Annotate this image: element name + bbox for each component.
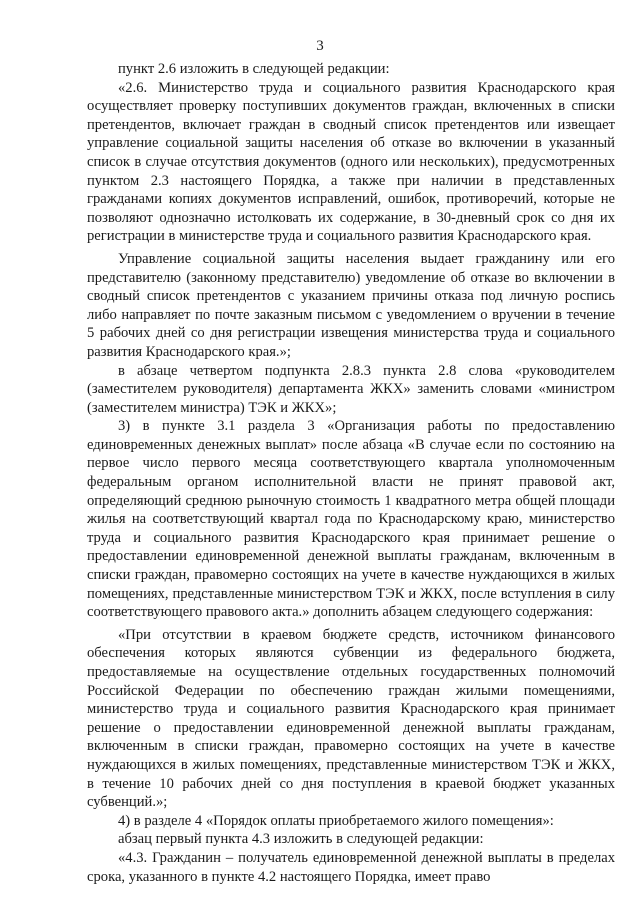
paragraph: абзац первый пункта 4.3 изложить в следующей редакции: (118, 831, 484, 848)
paragraph: Управление социальной защиты населения выдает гражданину или его представителю (законному представителю) уведомление об отказе во включении в сводный список претендентов с указанием причины отказа под личную роспись либо направляет по почте заказным письмом с уведомлением о вручении в течение 5 рабочих дней со дня регистрации извещения министерства труда и социального развития Краснодарского края.»; (87, 250, 615, 360)
paragraph: «4.3. Гражданин – получатель единовременной денежной выплаты в пределах срока, указанного в пункте 4.2 настоящего Порядка, имеет право (87, 849, 615, 885)
page-number: 3 (316, 38, 324, 54)
paragraph: в абзаце четвертом подпункта 2.8.3 пункта 2.8 слова «руководителем (заместителем руководителя) департамента ЖКХ» заменить словами «министром (заместителем министра) ТЭК и ЖКХ»; (87, 362, 615, 416)
document-body (87, 60, 615, 886)
paragraph: 4) в разделе 4 «Порядок оплаты приобретаемого жилого помещения»: (118, 812, 554, 829)
paragraph: «При отсутствии в краевом бюджете средств, источником финансового обеспечения которых являются субвенции из федерального бюджета, предоставляемые на осуществление отдельных государственных полномочий Российской Федерации по обеспечению граждан жилыми помещениями, министерство труда и социального развития Краснодарского края принимает решение о предоставлении единовременной денежной выплаты гражданам, включенным в списки граждан, правомерно состоящих на учете в качестве нуждающихся в жилых помещениях, представленные министерством ТЭК и ЖКХ, в течение 10 рабочих дней со дня поступления в краевой бюджет указанных субвенций.»; (87, 626, 615, 811)
paragraph: «2.6. Министерство труда и социального развития Краснодарского края осуществляет проверку поступивших документов граждан, включенных в списки претендентов, включает граждан в сводный список претендентов или извещает управление социальной защиты населения об отказе во включении в указанный список в случае отсутствия документов (одного или нескольких), предусмотренных пунктом 2.3 настоящего Порядка, а также при наличии в представленных гражданами копиях документов исправлений, ошибок, противоречий, которые не позволяют однозначно истолковать их содержание, в 30-дневный срок со дня их регистрации в министерстве труда и социального развития Краснодарского края. (87, 79, 615, 245)
paragraph: 3) в пункте 3.1 раздела 3 «Организация работы по предоставлению единовременных денежных выплат» после абзаца «В случае если по состоянию на первое число первого месяца соответствующего квартала уполномоченным федеральным органом исполнительной власти не принят правовой акт, определяющий среднюю рыночную стоимость 1 квадратного метра общей площади жилья на соответствующий квартал года по Краснодарскому краю, министерство труда и социального развития Краснодарского края принимает решение о предоставлении единовременной денежной выплаты гражданам, включенным в списки граждан, правомерно состоящих на учете в качестве нуждающихся в жилых помещениях, представленные министерством ТЭК и ЖКХ, после вступления в силу соответствующего правового акта.» дополнить абзацем следующего содержания: (87, 418, 615, 621)
paragraph: пункт 2.6 изложить в следующей редакции: (118, 61, 390, 77)
